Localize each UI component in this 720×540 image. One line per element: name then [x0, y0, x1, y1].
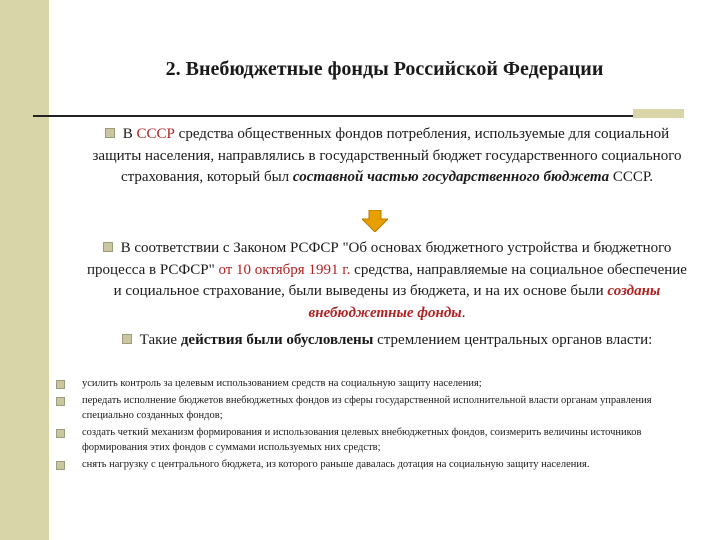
paragraph-ussr — [82, 124, 692, 189]
para3-text-end: стремлением центральных органов власти: — [373, 332, 653, 348]
paragraph-law — [82, 238, 692, 324]
para1-text-start: В — [122, 126, 137, 142]
slide-title: 2. Внебюджетные фонды Российской Федерации — [165, 58, 604, 80]
list-item-text: создать четкий механизм формирования и использования целевых внебюджетных фондов, соизмерить величины источников формирования этих фондов с суммами используемых них средств; — [82, 427, 642, 453]
para1-text-end: СССР. — [609, 169, 654, 185]
ussr-highlight: СССР — [136, 126, 175, 142]
list-item — [56, 425, 696, 455]
goals-list — [56, 376, 696, 474]
list-item-text: снять нагрузку с центрального бюджета, из которого раньше давалась дотация на социальную защиту населения. — [82, 459, 590, 470]
square-bullet-icon — [56, 380, 65, 389]
para3-bold: действия были обусловлены — [180, 332, 374, 348]
para2-text-end: . — [461, 304, 466, 321]
square-bullet-icon — [56, 461, 65, 470]
para2-text-middle: средства, направляемые на социальное обеспечение и социальное страхование, были выведены из бюджета, и на их основе были — [113, 261, 687, 299]
accent-bar — [633, 109, 684, 118]
funds-created-highlight: созданы внебюджетные фонды — [308, 283, 661, 321]
square-bullet-icon — [103, 242, 113, 252]
law-date-highlight: от 10 октября 1991 г. — [218, 261, 351, 278]
square-bullet-icon — [105, 128, 115, 138]
list-item — [56, 457, 696, 472]
para2-text-start: В соответствии с Законом РСФСР "Об основах бюджетного устройства и бюджетного процесса в РСФСР" — [87, 240, 672, 278]
para1-text-middle: средства общественных фондов потребления, используемые для социальной защиты населения, направлялись в государственный бюджет государственного социального страхования, который был — [92, 126, 682, 185]
square-bullet-icon — [56, 429, 65, 438]
list-item-text: усилить контроль за целевым использованием средств на социальную защиту населения; — [82, 378, 482, 389]
para3-text-start: Такие — [139, 332, 181, 348]
list-item-text: передать исполнение бюджетов внебюджетных фондов из сферы государственной исполнительной власти органам управления специально созданных фондов; — [82, 395, 652, 421]
para1-emphasis: составной частью государственного бюджета — [292, 169, 610, 185]
down-arrow-icon — [362, 210, 388, 232]
list-item — [56, 393, 696, 423]
decorative-sidebar — [0, 0, 49, 540]
square-bullet-icon — [56, 397, 65, 406]
list-item — [56, 376, 696, 391]
square-bullet-icon — [122, 334, 132, 344]
paragraph-reasons — [82, 330, 692, 352]
title-divider — [33, 115, 633, 117]
